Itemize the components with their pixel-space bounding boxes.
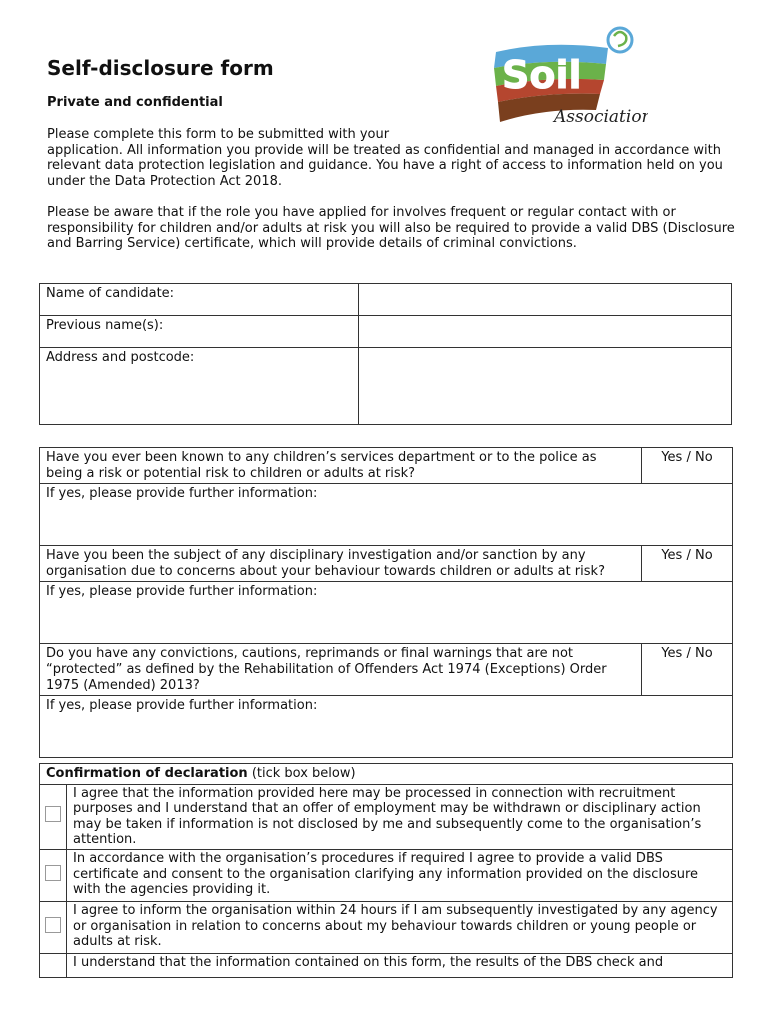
declaration-checkbox-cell <box>40 849 67 901</box>
page-subtitle: Private and confidential <box>47 95 223 110</box>
declaration-checkbox-cell <box>40 901 67 953</box>
previous-names-field[interactable] <box>359 316 732 348</box>
address-row <box>40 348 732 425</box>
address-label: Address and postcode: <box>40 348 359 425</box>
candidate-name-label: Name of candidate: <box>40 284 359 316</box>
declaration-table <box>39 763 733 978</box>
further-info-label: If yes, please provide further information: <box>46 486 318 502</box>
question-row <box>40 448 733 484</box>
declaration-item <box>40 901 733 953</box>
candidate-name-row <box>40 284 732 316</box>
question-info-row <box>40 696 733 758</box>
declaration-checkbox-cell <box>40 784 67 849</box>
candidate-name-field[interactable] <box>359 284 732 316</box>
further-info-field[interactable] <box>40 582 733 644</box>
logo-subtext: Association <box>554 107 648 127</box>
declaration-text: I agree to inform the organisation within 24 hours if I am subsequently investigated by any agency or organisation in relation to concerns about my behaviour towards children or young people or adults at risk. <box>67 901 733 953</box>
address-field[interactable] <box>359 348 732 425</box>
logo-graphic <box>488 22 648 132</box>
declaration-heading-note: (tick box below) <box>251 766 356 781</box>
further-info-label: If yes, please provide further information: <box>46 584 318 600</box>
further-info-field[interactable] <box>40 484 733 546</box>
declaration-heading-row <box>40 764 733 785</box>
candidate-details-table <box>39 283 732 425</box>
question-info-row <box>40 484 733 546</box>
declaration-item <box>40 953 733 977</box>
declaration-text: I agree that the information provided here may be processed in connection with recruitment purposes and I understand that an offer of employment may be withdrawn or disciplinary action may be taken if information is not disclosed by me and subsequently come to the organisation’s attention. <box>67 784 733 849</box>
declaration-heading: Confirmation of declaration <box>46 766 248 781</box>
declaration-checkbox[interactable] <box>45 806 61 822</box>
declaration-item <box>40 849 733 901</box>
yes-no-choice[interactable]: Yes / No <box>642 546 733 582</box>
disclosure-questions-table <box>39 447 733 758</box>
question-info-row <box>40 582 733 644</box>
question-text: Have you been the subject of any disciplinary investigation and/or sanction by any organisation due to concerns about your behaviour towards children or adults at risk? <box>40 546 642 582</box>
declaration-text: In accordance with the organisation’s procedures if required I agree to provide a valid DBS certificate and consent to the organisation clarifying any information provided on the disclosure with the agencies providing it. <box>67 849 733 901</box>
further-info-field[interactable] <box>40 696 733 758</box>
logo-wordmark: Soil <box>502 53 582 97</box>
declaration-text: I understand that the information contained on this form, the results of the DBS check and <box>67 953 733 977</box>
soil-association-logo <box>488 22 648 132</box>
further-info-label: If yes, please provide further information: <box>46 698 318 714</box>
yes-no-choice[interactable]: Yes / No <box>642 448 733 484</box>
question-text: Have you ever been known to any children’s services department or to the police as being a risk or potential risk to children or adults at risk? <box>40 448 642 484</box>
question-row <box>40 546 733 582</box>
intro-paragraph: Please complete this form to be submitted with your application. All information you provide will be treated as confidential and managed in accordance with relevant data protection legislation and guidance. You have a right of access to information held on you under the Data Protection Act 2018. <box>47 127 723 189</box>
logo-leaf-icon <box>614 32 626 46</box>
declaration-item <box>40 784 733 849</box>
declaration-checkbox[interactable] <box>45 917 61 933</box>
page-title: Self-disclosure form <box>47 56 274 80</box>
dbs-paragraph: Please be aware that if the role you have applied for involves frequent or regular contact with or responsibility for children and/or adults at risk you will also be required to provide a valid DBS (Disclosure and Barring Service) certificate, which will provide details of criminal convictions. <box>47 205 735 252</box>
question-row <box>40 644 733 696</box>
yes-no-choice[interactable]: Yes / No <box>642 644 733 696</box>
declaration-checkbox[interactable] <box>45 865 61 881</box>
question-text: Do you have any convictions, cautions, reprimands or final warnings that are not “protected” as defined by the Rehabilitation of Offenders Act 1974 (Exceptions) Order 1975 (Amended) 2013? <box>40 644 642 696</box>
previous-names-row <box>40 316 732 348</box>
declaration-checkbox-cell <box>40 953 67 977</box>
previous-names-label: Previous name(s): <box>40 316 359 348</box>
declaration-heading-cell <box>40 764 733 785</box>
